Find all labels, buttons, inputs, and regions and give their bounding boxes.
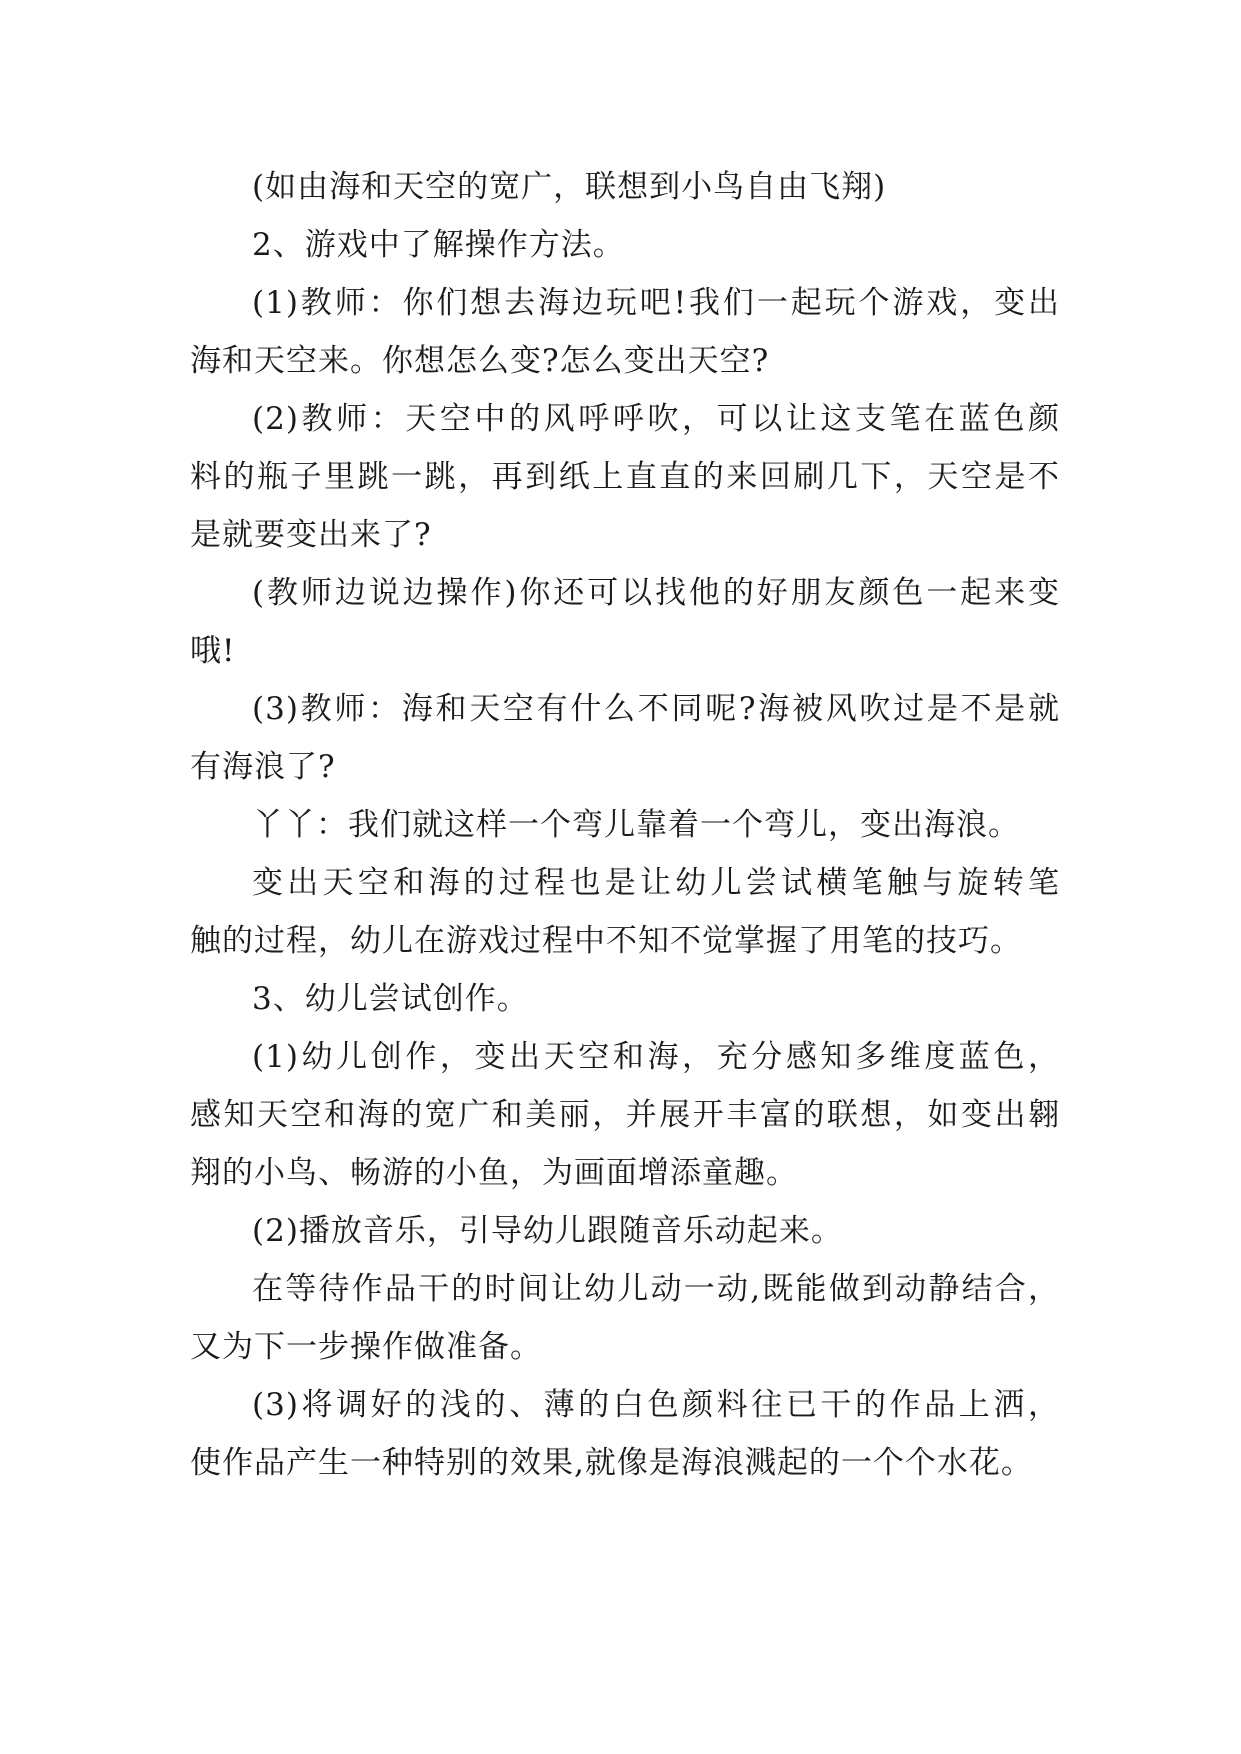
paragraph-line: 海和天空来。你想怎么变?怎么变出天空? xyxy=(190,343,770,379)
paragraph-line: 有海浪了? xyxy=(190,749,336,785)
paragraph-line: 又为下一步操作做准备。 xyxy=(190,1329,542,1365)
paragraph-line: 翔的小鸟、畅游的小鱼，为画面增添童趣。 xyxy=(190,1155,798,1191)
paragraph-line: (教师边说边操作)你还可以找他的好朋友颜色一起来变 xyxy=(252,575,1060,611)
paragraph-line: 在等待作品干的时间让幼儿动一动,既能做到动静结合， xyxy=(252,1271,1060,1307)
paragraph-line: (3)教师：海和天空有什么不同呢?海被风吹过是不是就 xyxy=(252,691,1060,727)
paragraph-line: 感知天空和海的宽广和美丽，并展开丰富的联想，如变出翱 xyxy=(190,1097,1060,1133)
paragraph-line: (1)幼儿创作，变出天空和海，充分感知多维度蓝色， xyxy=(252,1039,1060,1075)
paragraph-line: (3)将调好的浅的、薄的白色颜料往已干的作品上洒， xyxy=(252,1387,1060,1423)
paragraph-line: 哦! xyxy=(190,633,236,669)
paragraph-line: 丫丫：我们就这样一个弯儿靠着一个弯儿，变出海浪。 xyxy=(252,807,1020,843)
document-body xyxy=(190,158,1060,1492)
section-heading: 3、幼儿尝试创作。 xyxy=(252,981,529,1017)
paragraph-line: 触的过程，幼儿在游戏过程中不知不觉掌握了用笔的技巧。 xyxy=(190,923,1022,959)
paragraph-line: 变出天空和海的过程也是让幼儿尝试横笔触与旋转笔 xyxy=(252,865,1060,901)
paragraph-line: 是就要变出来了? xyxy=(190,517,432,553)
paragraph-line: 料的瓶子里跳一跳，再到纸上直直的来回刷几下，天空是不 xyxy=(190,459,1060,495)
paragraph-line: 使作品产生一种特别的效果,就像是海浪溅起的一个个水花。 xyxy=(190,1445,1033,1481)
section-heading: 2、游戏中了解操作方法。 xyxy=(252,227,625,263)
paragraph-line: (2)播放音乐，引导幼儿跟随音乐动起来。 xyxy=(252,1213,843,1249)
paragraph-line: (如由海和天空的宽广，联想到小鸟自由飞翔) xyxy=(252,169,887,205)
paragraph-line: (2)教师：天空中的风呼呼吹，可以让这支笔在蓝色颜 xyxy=(252,401,1060,437)
paragraph-line: (1)教师：你们想去海边玩吧!我们一起玩个游戏，变出 xyxy=(252,285,1060,321)
